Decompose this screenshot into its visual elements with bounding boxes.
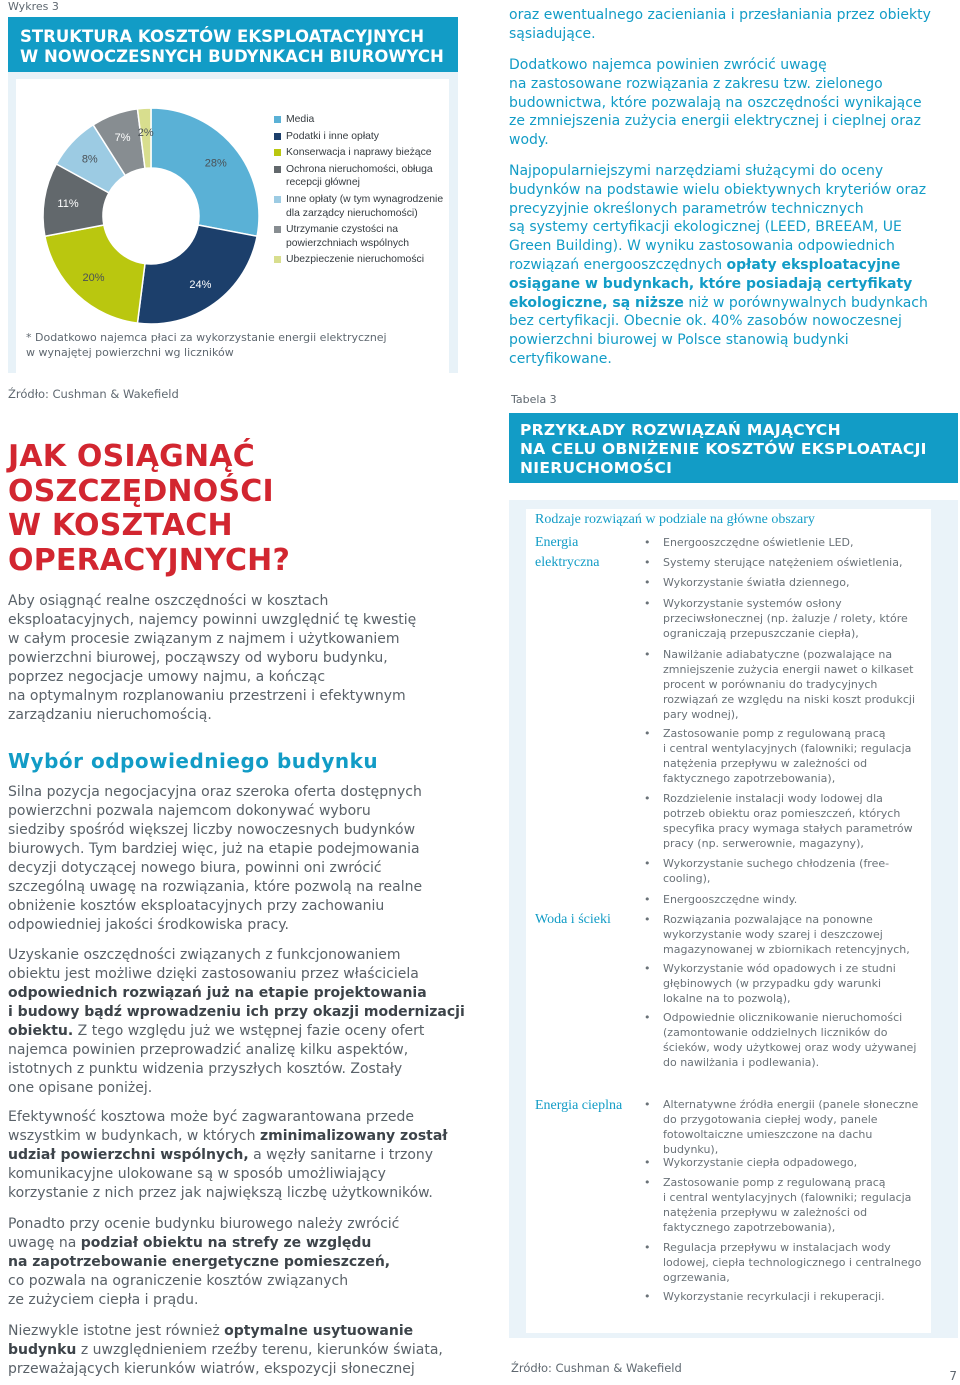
legend-item [274,163,454,190]
heading-line: JAK OSIĄGNĄĆ [8,439,255,474]
table-title [509,413,958,483]
text-run: ze zmniejszenia zużycia energii elektrycznej i cieplnej oraz [509,113,921,130]
bullet-line: ścieków, wody użytkowej oraz wody używanej [663,1041,917,1054]
table-body [526,533,931,1333]
text-run: uwagę na [8,1235,81,1251]
bullet-item [663,1240,925,1285]
bullet-item [663,892,925,907]
bold-text: zminimalizowany został [260,1128,448,1144]
right-paragraph [509,56,954,150]
legend-swatch [274,196,281,203]
chart-source: Źródło: Cushman & Wakefield [8,387,179,401]
text-run: rozwiązań energooszczędnych [509,256,727,273]
legend-label: dla zarządcy nieruchomości) [286,207,418,219]
text-line [509,312,954,331]
text-line [8,1060,478,1079]
category-line: Energia [535,535,579,550]
text-run: niż w porównywalnych budynkach [683,294,928,311]
table-title-line: PRZYKŁADY ROZWIĄZAŃ MAJĄCYCH [520,421,841,439]
text-line [509,350,954,369]
text-run: budownictwa, które pozwalają na oszczędności wynikające [509,94,922,111]
intro-paragraph [8,592,468,725]
slice-label: 8% [81,153,98,166]
text-line [509,237,954,256]
text-line [8,1215,478,1234]
legend-label: Media [286,114,315,125]
bullet-item [663,791,925,851]
bold-text: osiągane w budynkach, które posiadają certyfikaty [509,275,913,292]
bold-text: ekologiczne, są niższe [509,294,684,311]
text-run: ze zużyciem ciepła i prądu. [8,1292,199,1308]
body-paragraph [8,1215,478,1310]
bullet-line: do przygotowania ciepłej wody, panele [663,1113,878,1126]
bullet-line: lokalne na to pozwolą), [663,992,791,1005]
legend-item [274,146,454,160]
bullet-line: przeciwsłonecznej (np. żaluzje / rolety, które [663,612,908,625]
bullet-line: • Wykorzystanie systemów osłony [663,597,842,610]
solutions-table [509,500,958,1338]
bullet-item [663,1175,925,1235]
legend-label: Ubezpieczenie nieruchomości [286,254,425,266]
text-run: Najpopularniejszymi narzędziami służącymi do oceny [509,163,884,179]
text-line [8,1341,478,1360]
bullet-line: magazynowanej w zbiornikach retencyjnych, [663,943,910,956]
bullet-line: ograniczają przepuszczanie ciepła), [663,627,859,640]
text-line: Aby osiągnąć realne oszczędności w kosztach [8,593,329,609]
body-paragraph [8,783,478,935]
text-line [509,275,954,294]
bullet-line: • Energooszczędne windy. [663,893,798,906]
bullet-item [663,647,925,722]
bullet-line: • Regulacja przepływu w instalacjach wody [663,1241,891,1254]
figure-caption: Wykres 3 [8,0,59,13]
bold-text: odpowiednich rozwiązań już na etapie projektowania [8,985,427,1001]
section-heading [8,440,308,578]
bold-text: optymalne usytuowanie [224,1323,414,1339]
text-run: Ponadto przy ocenie budynku biurowego należy zwrócić [8,1216,400,1232]
text-run: biurowych. Tym bardziej więc, już na etapie podejmowania [8,841,420,857]
slice-label: 7% [114,131,131,144]
text-line [509,6,954,25]
bullet-item [663,1289,925,1304]
text-line [8,878,478,897]
text-line [8,1041,478,1060]
chart-figure [8,17,458,373]
text-run: Dodatkowo najemca powinien zwrócić uwagę [509,57,827,73]
text-line: zarządzaniu nieruchomością. [8,707,212,723]
text-line [8,840,478,859]
table-source: Źródło: Cushman & Wakefield [511,1361,682,1375]
text-run: istotnych z punktu widzenia przyszłych kosztów. Zostały [8,1061,403,1077]
text-line [8,1272,478,1291]
text-line: powierzchni biurowej, począwszy od wyboru budynku, [8,650,388,666]
text-run: Uzyskanie oszczędności związanych z funkcjonowaniem [8,947,401,963]
heading-line: OPERACYJNYCH? [8,542,291,578]
bold-text: udział powierzchni wspólnych, [8,1147,249,1163]
bullet-line: (zamontowanie oddzielnych liczników do [663,1026,888,1039]
donut-slice [137,225,257,324]
bullet-line: lodowej, ciepła technologicznego i centralnego [663,1256,922,1269]
bullet-item [663,1155,925,1170]
chart-title-line: W NOWOCZESNYCH BUDYNKACH BIUROWYCH [20,47,444,66]
bold-text: i budowy bądź wprowadzeniu ich przy okazji modernizacji [8,1004,465,1020]
bullet-line: procent w porównaniu do tradycyjnych [663,678,878,691]
bullet-line: • Wykorzystanie wód opadowych i ze studni [663,962,896,975]
text-run: obniżenie kosztów eksploatacyjnych przy zachowaniu [8,898,385,914]
text-run: przeważających kierunków wiatrów, ekspozycji słonecznej [8,1361,415,1377]
bullet-line: • Wykorzystanie światła dziennego, [663,576,850,589]
text-line [509,94,954,113]
table-title-line: NIERUCHOMOŚCI [520,459,673,477]
bullet-line: faktycznego zapotrzebowania), [663,1221,836,1234]
legend-item [274,253,454,267]
text-line [509,181,954,200]
bullet-line: • Wykorzystanie suchego chłodzenia (free- [663,857,890,870]
bullet-line: • Zastosowanie pomp z regulowaną pracą [663,1176,886,1189]
subheading: Wybór odpowiedniego budynku [8,749,379,773]
text-line [509,162,954,181]
bullet-line: natężenia przepływu w zależności od [663,1206,868,1219]
bullet-line: i central wentylacyjnych (falowniki; regulacja [663,742,912,755]
bullet-line: natężenia przepływu w zależności od [663,757,868,770]
bullet-line: cooling), [663,872,711,885]
slice-label: 20% [82,272,105,285]
text-line [509,56,954,75]
text-line [509,218,954,237]
right-paragraph [509,162,954,369]
text-run: siedziby spośród większej liczby nowoczesnych budynków [8,822,416,838]
legend-item [274,113,454,127]
bullet-line: ogrzewania, [663,1271,730,1284]
text-run: precyzyjnie określonych parametrów technicznych [509,200,864,217]
text-run: wody. [509,132,549,149]
category-label [535,910,630,930]
text-run: Z tego względu już we wstępnej fazie oceny ofert [73,1023,425,1039]
bold-text: opłaty eksploatacyjne [726,256,901,273]
text-line: poprzez negocjacje umowy najmu, a kończąc [8,669,326,685]
legend-swatch [274,226,281,233]
text-line [8,897,478,916]
bullet-item [663,1097,925,1157]
text-line [8,1165,478,1184]
table-caption: Tabela 3 [511,393,557,406]
bullet-line: do nawilżania i podlewania). [663,1056,820,1069]
chart-footnote [26,330,446,360]
body-paragraph [8,946,478,1098]
slice-label: 28% [204,157,227,170]
legend-label: powierzchniach wspólnych [286,237,410,249]
legend-swatch [274,116,281,123]
category-line: Woda i ścieki [535,912,611,927]
legend-swatch [274,166,281,173]
text-line [509,256,954,275]
text-run: powierzchni pozwala najemcom dokonywać wyboru [8,803,371,819]
text-run: Green Building). W wyniku zastosowania odpowiednich [509,238,895,255]
text-line [509,331,954,350]
legend-label: Konserwacja i naprawy bieżące [286,147,432,159]
heading-line: OSZCZĘDNOŚCI [8,473,274,509]
text-line [8,802,478,821]
text-line [8,1360,478,1379]
text-line [8,1146,478,1165]
text-run: na zastosowane rozwiązania z zakresu tzw. zielonego [509,75,883,92]
bullet-line: specyfika pracy wymaga stałych parametrów [663,822,913,835]
table-title-line: NA CELU OBNIŻENIE KOSZTÓW EKSPLOATACJI [520,440,927,458]
text-run: są systemy certyfikacji ekologicznej (LEED, BREEAM, UE [509,219,902,236]
bullet-line: potrzeb obiektu oraz pomieszczeń, których [663,807,901,820]
text-line [8,1022,478,1041]
bullet-item [663,596,925,641]
text-run: one opisane poniżej. [8,1080,153,1096]
text-line: na optymalnym rozplanowaniu przestrzeni i efektywnym [8,688,406,704]
body-paragraph [8,1108,478,1203]
body-paragraph [8,1322,478,1379]
text-run: co pozwala na ograniczenie kosztów związanych [8,1273,349,1289]
category-label [535,1096,630,1116]
donut-chart [26,91,276,341]
bold-text: budynku [8,1342,77,1358]
bold-text: obiektu. [8,1023,74,1039]
text-run: odpowiedniej jakości środkowiska pracy. [8,917,289,933]
bullet-item [663,726,925,786]
text-line [509,25,954,44]
text-run: najemca powinien przeprowadzić analizę kilku aspektów, [8,1042,409,1058]
bold-text: podział obiektu na strefy ze względu [80,1235,372,1251]
category-line: Energia cieplna [535,1098,623,1113]
text-run: oraz ewentualnego zacieniania i przesłaniania przez obiekty [509,7,931,23]
text-run: a węzły sanitarne i trzony [248,1147,434,1163]
bullet-line: zmniejszenie zużycia energii nawet o kilkaset [663,663,914,676]
text-line [8,1291,478,1310]
legend-item [274,193,454,220]
text-run: komunikacyjne ulokowane są w sposób umożliwiający [8,1166,386,1182]
text-line: w całym procesie związanym z najmem i użytkowaniem [8,631,400,647]
bullet-line: budynku), [663,1143,719,1156]
text-run: Niezwykle istotne jest również [8,1323,225,1339]
text-line [8,1079,478,1098]
legend-swatch [274,256,281,263]
legend-label: recepcji głównej [286,177,360,189]
text-line: eksploatacyjnych, najemcy powinni uwzględnić tę kwestię [8,612,417,628]
category-label [535,533,630,573]
bullet-item [663,535,925,550]
category-line: elektryczna [535,555,600,570]
text-run: powierzchni biurowej w Polsce stanowią budynki [509,332,849,349]
legend-swatch [274,133,281,140]
right-paragraph [509,6,954,44]
text-line [8,1253,478,1272]
table-header: Rodzaje rozwiązań w podziale na główne obszary [526,509,931,533]
text-line [8,916,478,935]
text-line [8,965,478,984]
bullet-item [663,912,925,957]
bullet-item [663,575,925,590]
legend-label: Inne opłaty (w tym wynagrodzenie [286,193,444,205]
text-line [509,131,954,150]
text-run: korzystanie z nich przez jak największą liczbę użytkowników. [8,1185,433,1201]
text-line [509,294,954,313]
legend-item [274,223,454,250]
bullet-line: • Wykorzystanie recyrkulacji i rekuperacji. [663,1290,885,1303]
donut-slice [151,108,259,236]
text-line [8,1234,478,1253]
bullet-item [663,961,925,1006]
chart-title-line: STRUKTURA KOSZTÓW EKSPLOATACYJNYCH [20,27,425,46]
text-line [8,783,478,802]
text-line [8,821,478,840]
legend-label: Utrzymanie czystości na [286,224,399,236]
text-line [509,200,954,219]
bullet-line: fotowoltaiczne umieszczone na dachu [663,1128,873,1141]
slice-label: 2% [137,127,154,140]
slice-label: 11% [57,197,79,210]
text-line [8,1108,478,1127]
text-line [8,1003,478,1022]
bullet-line: • Energooszczędne oświetlenie LED, [663,536,854,549]
bullet-line: • Odpowiednie olicznikowanie nieruchomości [663,1011,903,1024]
bullet-line: rozwiązań ze względu na niski koszt produkcji [663,693,916,706]
text-line [8,1184,478,1203]
chart-title [8,17,458,72]
text-line [8,946,478,965]
text-line [509,75,954,94]
bullet-item [663,856,925,886]
bullet-item [663,1010,925,1070]
legend-swatch [274,149,281,156]
text-line [8,859,478,878]
page-number: 7 [949,1369,957,1383]
bullet-line: • Zastosowanie pomp z regulowaną pracą [663,727,886,740]
bullet-line: • Alternatywne źródła energii (panele słoneczne [663,1098,919,1111]
legend-item [274,130,454,144]
bullet-line: • Rozdzielenie instalacji wody lodowej dla [663,792,883,805]
bullet-line: • Wykorzystanie ciepła odpadowego, [663,1156,858,1169]
bullet-line: • Systemy sterujące natężeniem oświetlenia, [663,556,903,569]
text-run: sąsiadujące. [509,25,596,42]
text-run: bez certyfikacji. Obecnie ok. 40% zasobów nowoczesnej [509,313,902,330]
footnote-line: w wynajętej powierzchni wg liczników [26,346,234,359]
bold-text: na zapotrzebowanie energetyczne pomieszczeń, [8,1254,391,1270]
bullet-line: wykorzystanie wody szarej i deszczowej [663,928,883,941]
text-run: szczególną uwagę na rozwiązania, które pozwolą na realne [8,879,423,895]
text-run: budynków na podstawie wielu obiektywnych kryteriów oraz [509,181,927,198]
bullet-item [663,555,925,570]
text-run: Silna pozycja negocjacyjna oraz szeroka oferta dostępnych [8,784,422,800]
bullet-line: pary wodnej), [663,708,739,721]
bullet-line: • Rozwiązania pozwalające na ponowne [663,913,873,926]
text-run: z uwzględnieniem rzeźby terenu, kierunków świata, [76,1342,443,1358]
text-line [8,1322,478,1341]
slice-label: 24% [189,278,212,291]
text-run: decyzji dotyczącej nowego biura, powinni oni zwrócić [8,860,382,876]
bullet-line: i central wentylacyjnych (falowniki; regulacja [663,1191,912,1204]
chart-legend [274,113,454,270]
bullet-line: • Nawilżanie adiabatyczne (pozwalające na [663,648,893,661]
text-line [8,1127,478,1146]
bullet-line: głębinowych (w przypadku gdy warunki [663,977,882,990]
legend-label: Podatki i inne opłaty [286,130,379,142]
text-run: wszystkim w budynkach, w których [8,1128,260,1144]
heading-line: W KOSZTACH [8,508,233,543]
text-run: obiektu jest możliwe dzięki zastosowaniu przez właściciela [8,966,419,982]
text-run: Efektywność kosztowa może być zagwarantowana przede [8,1109,415,1125]
legend-label: Ochrona nieruchomości, obługa [286,163,433,175]
text-line [509,112,954,131]
text-line [8,984,478,1003]
bullet-line: pracy (np. serwerownie, magazyny), [663,837,864,850]
text-run: certyfikowane. [509,350,612,367]
footnote-line: * Dodatkowo najemca płaci za wykorzystanie energii elektrycznej [26,331,387,344]
bullet-line: faktycznego zapotrzebowania), [663,772,836,785]
